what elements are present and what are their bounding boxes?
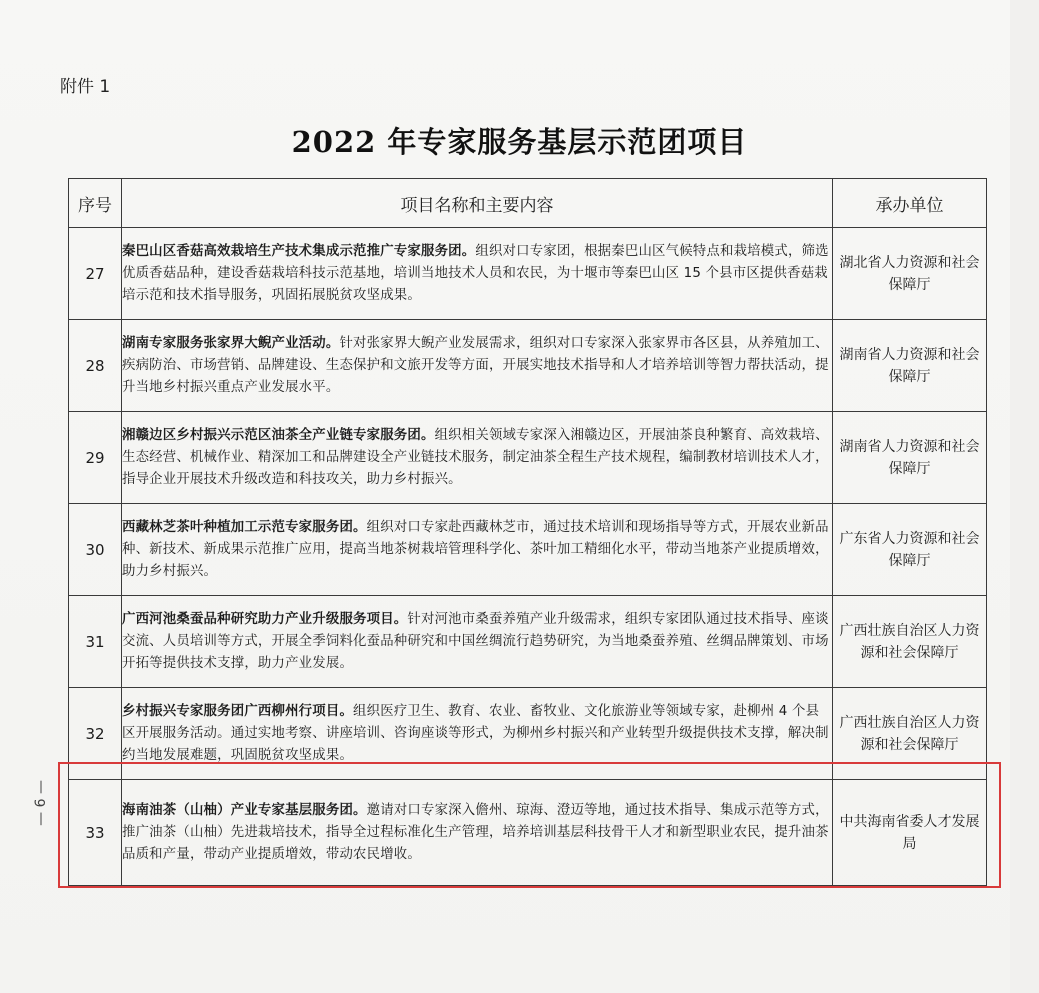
- row-number: 31: [69, 596, 122, 688]
- row-number: 32: [69, 688, 122, 780]
- header-serial: 序号: [69, 179, 122, 228]
- project-description: 邀请对口专家深入儋州、琼海、澄迈等地，通过技术指导、集成示范等方式，推广油茶（山柚）先进栽培技术，指导全过程标准化生产管理，培养培训基层科技骨干人才和新型职业农民，提升油茶品质和产量，带动产业提质增效，带动农民增收。: [122, 802, 829, 862]
- project-title: 西藏林芝茶叶种植加工示范专家服务团。: [122, 519, 367, 535]
- organizer: 广西壮族自治区人力资源和社会保障厅: [833, 688, 987, 780]
- page-number: — 6 —: [33, 780, 49, 826]
- table-row: [69, 320, 987, 412]
- header-project: 项目名称和主要内容: [122, 179, 833, 228]
- header-organizer: 承办单位: [833, 179, 987, 228]
- row-number: 30: [69, 504, 122, 596]
- table-row: [69, 504, 987, 596]
- project-content: [122, 412, 833, 504]
- project-title: 湘赣边区乡村振兴示范区油茶全产业链专家服务团。: [122, 427, 435, 443]
- project-title: 湖南专家服务张家界大鲵产业活动。: [122, 335, 340, 351]
- organizer: 湖南省人力资源和社会保障厅: [833, 412, 987, 504]
- row-number: 28: [69, 320, 122, 412]
- project-title: 秦巴山区香菇高效栽培生产技术集成示范推广专家服务团。: [122, 243, 476, 259]
- row-number: 27: [69, 228, 122, 320]
- table-header-row: [69, 179, 987, 228]
- project-description: 组织医疗卫生、教育、农业、畜牧业、文化旅游业等领域专家，赴柳州 4 个县区开展服务活动。通过实地考察、讲座培训、咨询座谈等形式，为柳州乡村振兴和产业转型升级提供技术支撑，解决制约当地发展难题，巩固脱贫攻坚成果。: [122, 703, 829, 763]
- organizer: 湖南省人力资源和社会保障厅: [833, 320, 987, 412]
- project-content: [122, 228, 833, 320]
- project-title: 广西河池桑蚕品种研究助力产业升级服务项目。: [122, 611, 408, 627]
- project-content: [122, 504, 833, 596]
- row-number: 29: [69, 412, 122, 504]
- projects-table: [68, 178, 987, 886]
- table-row: [69, 596, 987, 688]
- project-title: 海南油茶（山柚）产业专家基层服务团。: [122, 802, 367, 818]
- table-row: [69, 412, 987, 504]
- organizer: 湖北省人力资源和社会保障厅: [833, 228, 987, 320]
- table-row: [69, 228, 987, 320]
- project-description: 组织相关领域专家深入湘赣边区，开展油茶良种繁育、高效栽培、生态经营、机械作业、精深加工和品牌建设全产业链技术服务，制定油茶全程生产技术规程，编制教材培训技术人才，指导企业开展技术升级改造和科技攻关，助力乡村振兴。: [122, 427, 829, 487]
- project-description: 组织对口专家团，根据秦巴山区气候特点和栽培模式，筛选优质香菇品种，建设香菇栽培科技示范基地，培训当地技术人员和农民，为十堰市等秦巴山区 15 个县市区提供香菇栽培示范和技术指导服务，巩固拓展脱贫攻坚成果。: [122, 243, 829, 303]
- project-content: [122, 596, 833, 688]
- project-description: 针对张家界大鲵产业发展需求，组织对口专家深入张家界市各区县，从养殖加工、疾病防治、市场营销、品牌建设、生态保护和文旅开发等方面，开展实地技术指导和人才培养培训等智力帮扶活动，提升当地乡村振兴重点产业发展水平。: [122, 335, 829, 395]
- project-description: 针对河池市桑蚕养殖产业升级需求，组织专家团队通过技术指导、座谈交流、人员培训等方式，开展全季饲料化蚕品种研究和中国丝绸流行趋势研究，为当地桑蚕养殖、丝绸品牌策划、市场开拓等提供技术支撑，助力产业发展。: [122, 611, 829, 671]
- project-content: [122, 688, 833, 780]
- project-title: 乡村振兴专家服务团广西柳州行项目。: [122, 703, 354, 719]
- table-row: [69, 780, 987, 886]
- row-number: 33: [69, 780, 122, 886]
- organizer: 中共海南省委人才发展局: [833, 780, 987, 886]
- project-content: [122, 320, 833, 412]
- table-row: [69, 688, 987, 780]
- attachment-label: 附件 1: [60, 77, 111, 97]
- project-description: 组织对口专家赴西藏林芝市，通过技术培训和现场指导等方式，开展农业新品种、新技术、新成果示范推广应用，提高当地茶树栽培管理科学化、茶叶加工精细化水平，带动当地茶产业提质增效，助力乡村振兴。: [122, 519, 829, 579]
- document-title: 2022 年专家服务基层示范团项目: [291, 125, 748, 159]
- organizer: 广西壮族自治区人力资源和社会保障厅: [833, 596, 987, 688]
- project-content: [122, 780, 833, 886]
- organizer: 广东省人力资源和社会保障厅: [833, 504, 987, 596]
